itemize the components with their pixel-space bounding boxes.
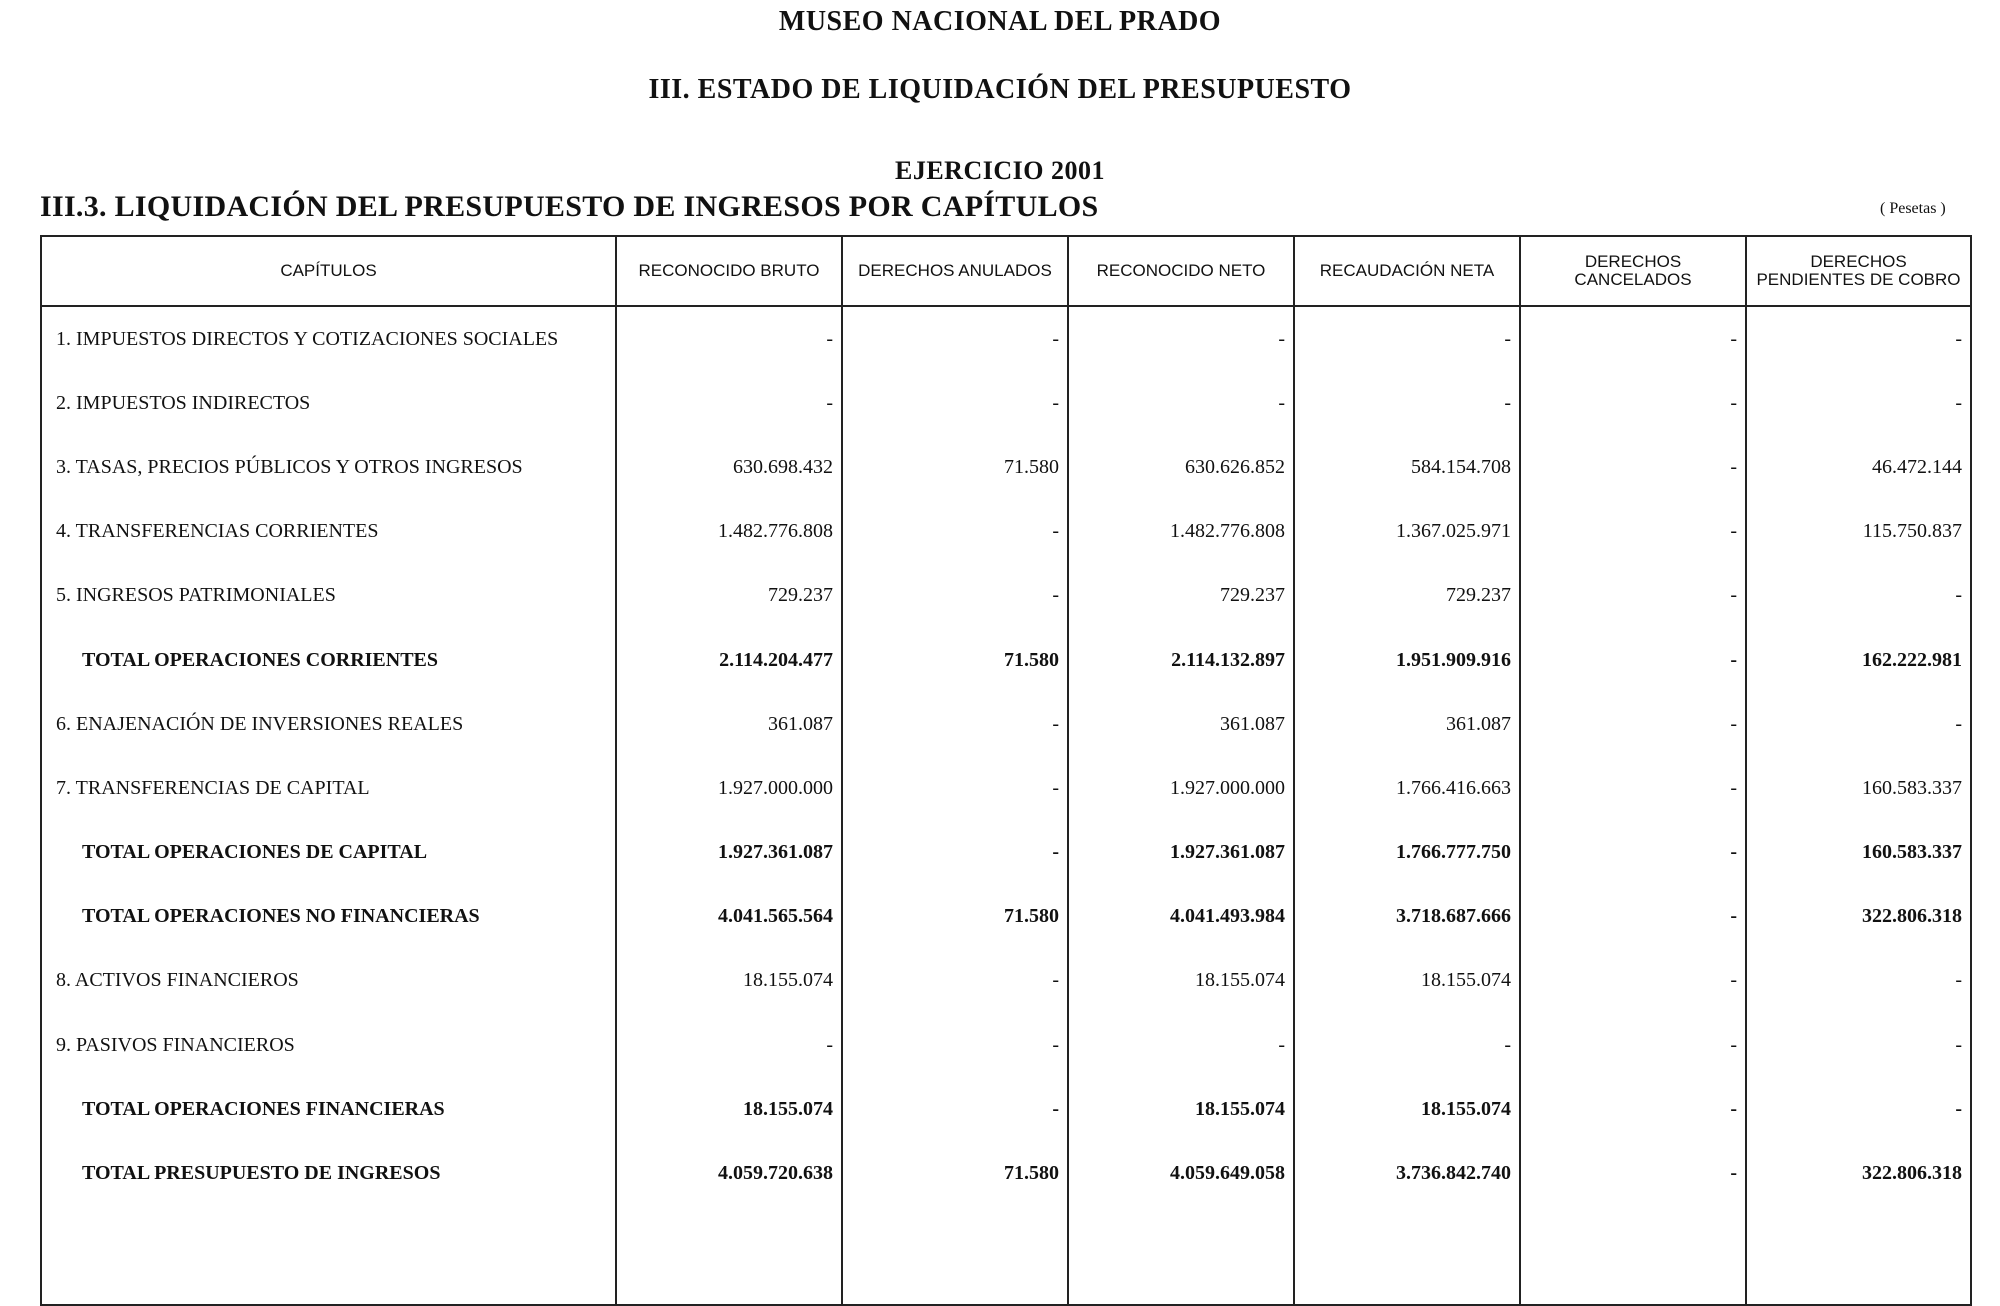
cell-neto: - <box>1068 371 1294 435</box>
col-header-reconocido-bruto: RECONOCIDO BRUTO <box>616 236 842 306</box>
cell-bruto: 18.155.074 <box>616 949 842 1013</box>
row-label: 5. INGRESOS PATRIMONIALES <box>41 564 616 628</box>
subsection-title: III.3. LIQUIDACIÓN DEL PRESUPUESTO DE INGRESOS POR CAPÍTULOS <box>40 190 1099 223</box>
cell-pendientes: 162.222.981 <box>1746 628 1971 692</box>
cell-anulados: - <box>842 949 1068 1013</box>
col-header-recaudacion-neta: RECAUDACIÓN NETA <box>1294 236 1520 306</box>
cell-bruto: 729.237 <box>616 564 842 628</box>
table-row <box>41 500 1971 564</box>
cell-pendientes: 322.806.318 <box>1746 1141 1971 1205</box>
table-body <box>41 306 1971 1206</box>
cell-pendientes: - <box>1746 564 1971 628</box>
cell-cancelados: - <box>1520 756 1746 820</box>
table-row <box>41 1013 1971 1077</box>
cell-bruto: 361.087 <box>616 692 842 756</box>
cell-bruto: 1.927.000.000 <box>616 756 842 820</box>
cell-neto: 18.155.074 <box>1068 1077 1294 1141</box>
cell-pendientes: - <box>1746 306 1971 371</box>
cell-anulados: - <box>842 821 1068 885</box>
cell-cancelados: - <box>1520 628 1746 692</box>
cell-cancelados: - <box>1520 692 1746 756</box>
cell-cancelados: - <box>1520 500 1746 564</box>
cell-cancelados: - <box>1520 306 1746 371</box>
cell-bruto: - <box>616 371 842 435</box>
cell-bruto: 18.155.074 <box>616 1077 842 1141</box>
cell-anulados: - <box>842 371 1068 435</box>
cell-bruto: 1.482.776.808 <box>616 500 842 564</box>
cell-neto: 4.059.649.058 <box>1068 1141 1294 1205</box>
col-header-derechos-anulados: DERECHOS ANULADOS <box>842 236 1068 306</box>
cell-pendientes: - <box>1746 1077 1971 1141</box>
cell-bruto: 4.059.720.638 <box>616 1141 842 1205</box>
col-header-derechos-pendientes: DERECHOS PENDIENTES DE COBRO <box>1746 236 1971 306</box>
row-label: 2. IMPUESTOS INDIRECTOS <box>41 371 616 435</box>
cell-cancelados: - <box>1520 821 1746 885</box>
cell-anulados: - <box>842 564 1068 628</box>
cell-neto: 729.237 <box>1068 564 1294 628</box>
cell-cancelados: - <box>1520 371 1746 435</box>
currency-unit: ( Pesetas ) <box>1880 200 1946 217</box>
cell-neto: 18.155.074 <box>1068 949 1294 1013</box>
row-label: 1. IMPUESTOS DIRECTOS Y COTIZACIONES SOCIALES <box>41 306 616 371</box>
row-label: TOTAL OPERACIONES CORRIENTES <box>41 628 616 692</box>
cell-neto: - <box>1068 1013 1294 1077</box>
cell-cancelados: - <box>1520 435 1746 499</box>
cell-recaudacion: 729.237 <box>1294 564 1520 628</box>
cell-anulados: 71.580 <box>842 628 1068 692</box>
cell-pendientes: - <box>1746 949 1971 1013</box>
table-row <box>41 885 1971 949</box>
row-label: 6. ENAJENACIÓN DE INVERSIONES REALES <box>41 692 616 756</box>
cell-anulados: - <box>842 756 1068 820</box>
row-label: 9. PASIVOS FINANCIEROS <box>41 1013 616 1077</box>
cell-recaudacion: 584.154.708 <box>1294 435 1520 499</box>
col-header-capitulos: CAPÍTULOS <box>41 236 616 306</box>
cell-cancelados: - <box>1520 1077 1746 1141</box>
cell-recaudacion: 1.766.416.663 <box>1294 756 1520 820</box>
cell-bruto: 4.041.565.564 <box>616 885 842 949</box>
table-row <box>41 949 1971 1013</box>
row-label: 3. TASAS, PRECIOS PÚBLICOS Y OTROS INGRESOS <box>41 435 616 499</box>
cell-recaudacion: 3.718.687.666 <box>1294 885 1520 949</box>
cell-cancelados: - <box>1520 1013 1746 1077</box>
row-label: TOTAL OPERACIONES DE CAPITAL <box>41 821 616 885</box>
table-row <box>41 628 1971 692</box>
cell-pendientes: 160.583.337 <box>1746 756 1971 820</box>
budget-table <box>40 235 1972 1306</box>
cell-pendientes: 46.472.144 <box>1746 435 1971 499</box>
cell-recaudacion: 361.087 <box>1294 692 1520 756</box>
row-label: TOTAL OPERACIONES NO FINANCIERAS <box>41 885 616 949</box>
col-header-derechos-cancelados: DERECHOS CANCELADOS <box>1520 236 1746 306</box>
cell-recaudacion: - <box>1294 1013 1520 1077</box>
cell-recaudacion: 1.951.909.916 <box>1294 628 1520 692</box>
table-row <box>41 821 1971 885</box>
table-row <box>41 371 1971 435</box>
cell-neto: 361.087 <box>1068 692 1294 756</box>
cell-anulados: 71.580 <box>842 435 1068 499</box>
cell-neto: - <box>1068 306 1294 371</box>
cell-cancelados: - <box>1520 1141 1746 1205</box>
cell-recaudacion: - <box>1294 306 1520 371</box>
institution-title: MUSEO NACIONAL DEL PRADO <box>778 6 1222 37</box>
row-label: TOTAL OPERACIONES FINANCIERAS <box>41 1077 616 1141</box>
cell-neto: 1.927.000.000 <box>1068 756 1294 820</box>
cell-recaudacion: 1.367.025.971 <box>1294 500 1520 564</box>
cell-anulados: - <box>842 692 1068 756</box>
cell-pendientes: 160.583.337 <box>1746 821 1971 885</box>
cell-anulados: - <box>842 500 1068 564</box>
cell-pendientes: - <box>1746 692 1971 756</box>
fiscal-year: EJERCICIO 2001 <box>895 156 1105 185</box>
cell-bruto: - <box>616 306 842 371</box>
table-row <box>41 756 1971 820</box>
cell-anulados: 71.580 <box>842 1141 1068 1205</box>
cell-neto: 4.041.493.984 <box>1068 885 1294 949</box>
cell-recaudacion: - <box>1294 371 1520 435</box>
cell-anulados: - <box>842 1013 1068 1077</box>
cell-recaudacion: 18.155.074 <box>1294 1077 1520 1141</box>
cell-bruto: - <box>616 1013 842 1077</box>
cell-bruto: 630.698.432 <box>616 435 842 499</box>
cell-neto: 630.626.852 <box>1068 435 1294 499</box>
row-label: 4. TRANSFERENCIAS CORRIENTES <box>41 500 616 564</box>
cell-pendientes: - <box>1746 371 1971 435</box>
cell-recaudacion: 1.766.777.750 <box>1294 821 1520 885</box>
table-row <box>41 692 1971 756</box>
cell-pendientes: 322.806.318 <box>1746 885 1971 949</box>
cell-pendientes: 115.750.837 <box>1746 500 1971 564</box>
table-row <box>41 306 1971 371</box>
cell-cancelados: - <box>1520 564 1746 628</box>
table-row <box>41 1077 1971 1141</box>
header-row <box>41 236 1971 306</box>
cell-anulados: - <box>842 1077 1068 1141</box>
cell-neto: 2.114.132.897 <box>1068 628 1294 692</box>
cell-cancelados: - <box>1520 949 1746 1013</box>
cell-pendientes: - <box>1746 1013 1971 1077</box>
cell-recaudacion: 3.736.842.740 <box>1294 1141 1520 1205</box>
cell-anulados: 71.580 <box>842 885 1068 949</box>
table-row <box>41 435 1971 499</box>
section-title: III. ESTADO DE LIQUIDACIÓN DEL PRESUPUESTO <box>648 74 1352 105</box>
cell-recaudacion: 18.155.074 <box>1294 949 1520 1013</box>
table-row <box>41 564 1971 628</box>
table-row <box>41 1141 1971 1205</box>
table-footer-spacer <box>41 1206 1971 1305</box>
row-label: 7. TRANSFERENCIAS DE CAPITAL <box>41 756 616 820</box>
cell-bruto: 2.114.204.477 <box>616 628 842 692</box>
cell-cancelados: - <box>1520 885 1746 949</box>
row-label: 8. ACTIVOS FINANCIEROS <box>41 949 616 1013</box>
cell-bruto: 1.927.361.087 <box>616 821 842 885</box>
cell-neto: 1.482.776.808 <box>1068 500 1294 564</box>
cell-anulados: - <box>842 306 1068 371</box>
cell-neto: 1.927.361.087 <box>1068 821 1294 885</box>
row-label: TOTAL PRESUPUESTO DE INGRESOS <box>41 1141 616 1205</box>
col-header-reconocido-neto: RECONOCIDO NETO <box>1068 236 1294 306</box>
